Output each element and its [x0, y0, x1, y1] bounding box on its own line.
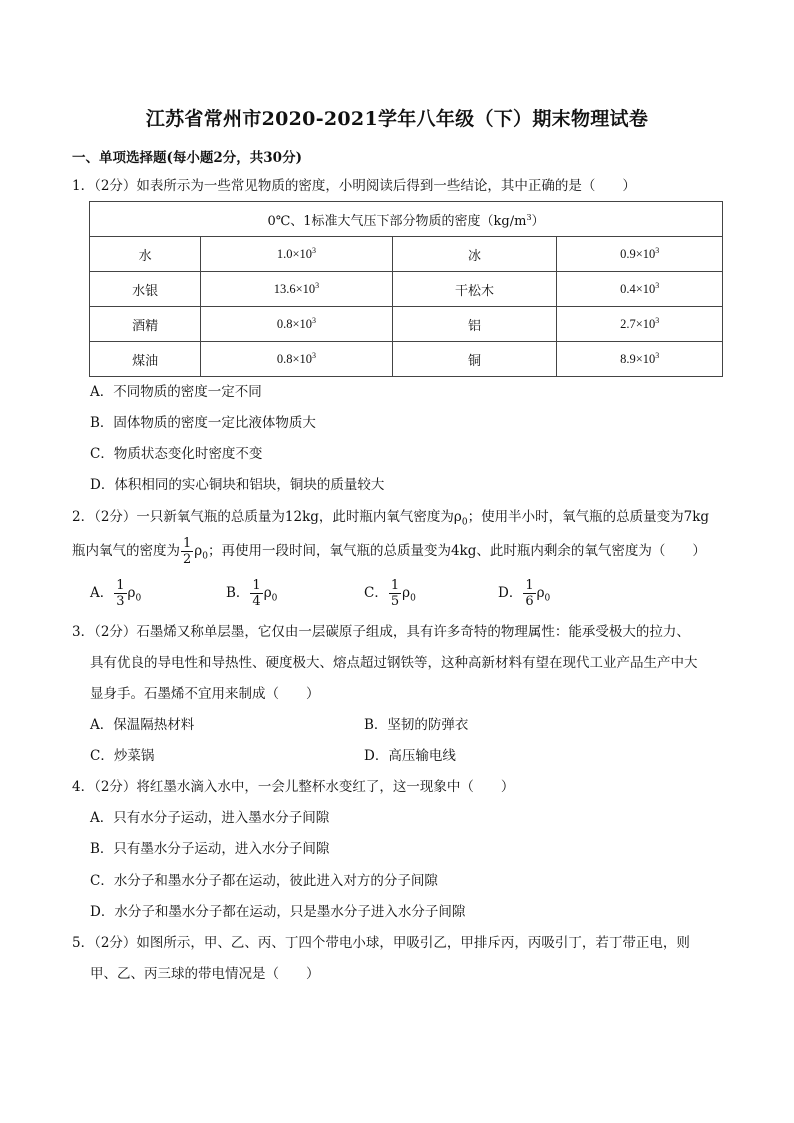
half-fraction: $\frac{1}{2}$ — [183, 536, 192, 567]
substance-name: 酒精 — [90, 307, 201, 342]
substance-name: 干松木 — [392, 272, 557, 307]
q4-option-b[interactable]: B．只有墨水分子运动，进入水分子间隙 — [90, 841, 330, 857]
table-row — [90, 272, 723, 307]
q1-stem: 1．（2分）如表所示为一些常见物质的密度，小明阅读后得到一些结论，其中正确的是（ ） — [72, 178, 636, 194]
q4-option-d[interactable]: D．水分子和墨水分子都在运动，只是墨水分子进入水分子间隙 — [90, 904, 466, 920]
q2-option-b[interactable]: B． $\frac{1}{4}$ $\rho_0$ — [226, 578, 278, 609]
substance-name: 水 — [90, 237, 201, 272]
density-value: $13.6\times 10^3$ — [201, 272, 392, 307]
substance-name: 水银 — [90, 272, 201, 307]
substance-name: 铝 — [392, 307, 557, 342]
q3-option-d[interactable]: D．高压输电线 — [364, 748, 456, 764]
q4-option-c[interactable]: C．水分子和墨水分子都在运动，彼此进入对方的分子间隙 — [90, 873, 438, 889]
q3-option-b[interactable]: B．坚韧的防弹衣 — [364, 717, 469, 733]
q2-option-d[interactable]: D． $\frac{1}{6}$ $\rho_0$ — [498, 578, 551, 609]
q3-option-c[interactable]: C．炒菜锅 — [90, 748, 155, 764]
q2-option-a[interactable]: A． $\frac{1}{3}$ $\rho_0$ — [90, 578, 142, 609]
density-value: $8.9\times 10^3$ — [557, 342, 723, 377]
q5-stem-line2: 甲、乙、丙三球的带电情况是（ ） — [90, 966, 320, 982]
density-value: $0.8\times 10^3$ — [201, 307, 392, 342]
q1-option-b[interactable]: B．固体物质的密度一定比液体物质大 — [90, 415, 316, 431]
density-value: $2.7\times 10^3$ — [557, 307, 723, 342]
density-value: $0.9\times 10^3$ — [557, 237, 723, 272]
density-table-caption: 0℃、1标准大气压下部分物质的密度$(kg/m^3)$ — [90, 202, 723, 237]
substance-name: 冰 — [392, 237, 557, 272]
q2-option-c[interactable]: C． $\frac{1}{5}$ $\rho_0$ — [364, 578, 416, 609]
q1-option-c[interactable]: C．物质状态变化时密度不变 — [90, 446, 263, 462]
q2-stem-line2: 瓶内氧气的密度为 $\frac{1}{2}$ $\rho_0$；再使用一段时间，氧气瓶的总质量变为4kg、此时瓶内剩余的氧气密度为（ ） — [72, 536, 706, 567]
section-heading: 一、单项选择题(每小题2分，共30分) — [72, 150, 302, 166]
substance-name: 铜 — [392, 342, 557, 377]
q3-option-a[interactable]: A．保温隔热材料 — [90, 717, 195, 733]
q3-stem-line2: 具有优良的导电性和导热性、硬度极大、熔点超过钢铁等，这种高新材料有望在现代工业产品生产中大 — [90, 655, 698, 671]
exam-title: 江苏省常州市2020-2021学年八年级（下）期末物理试卷 — [145, 108, 649, 130]
q1-option-a[interactable]: A．不同物质的密度一定不同 — [90, 384, 262, 400]
density-table — [89, 201, 723, 377]
table-row — [90, 342, 723, 377]
table-row — [90, 307, 723, 342]
q1-option-d[interactable]: D．体积相同的实心铜块和铝块，铜块的质量较大 — [90, 477, 385, 493]
q3-stem-line1: 3．（2分）石墨烯又称单层墨，它仅由一层碳原子组成，具有许多奇特的物理属性：能承受极大的拉力、 — [72, 624, 690, 640]
q3-stem-line3: 显身手。石墨烯不宜用来制成（ ） — [90, 686, 320, 702]
substance-name: 煤油 — [90, 342, 201, 377]
table-row — [90, 237, 723, 272]
q2-stem-line1: 2．（2分）一只新氧气瓶的总质量为12kg，此时瓶内氧气密度为$\rho_0$；使用半小时，氧气瓶的总质量变为7kg — [72, 509, 710, 528]
q4-option-a[interactable]: A．只有水分子运动，进入墨水分子间隙 — [90, 810, 330, 826]
density-value: $0.8\times 10^3$ — [201, 342, 392, 377]
q4-stem: 4．（2分）将红墨水滴入水中，一会儿整杯水变红了，这一现象中（ ） — [72, 779, 515, 795]
density-value: $1.0\times 10^3$ — [201, 237, 392, 272]
density-value: $0.4\times 10^3$ — [557, 272, 723, 307]
q5-stem-line1: 5．（2分）如图所示，甲、乙、丙、丁四个带电小球，甲吸引乙，甲排斥丙，丙吸引丁，若丁带正电，则 — [72, 935, 690, 951]
